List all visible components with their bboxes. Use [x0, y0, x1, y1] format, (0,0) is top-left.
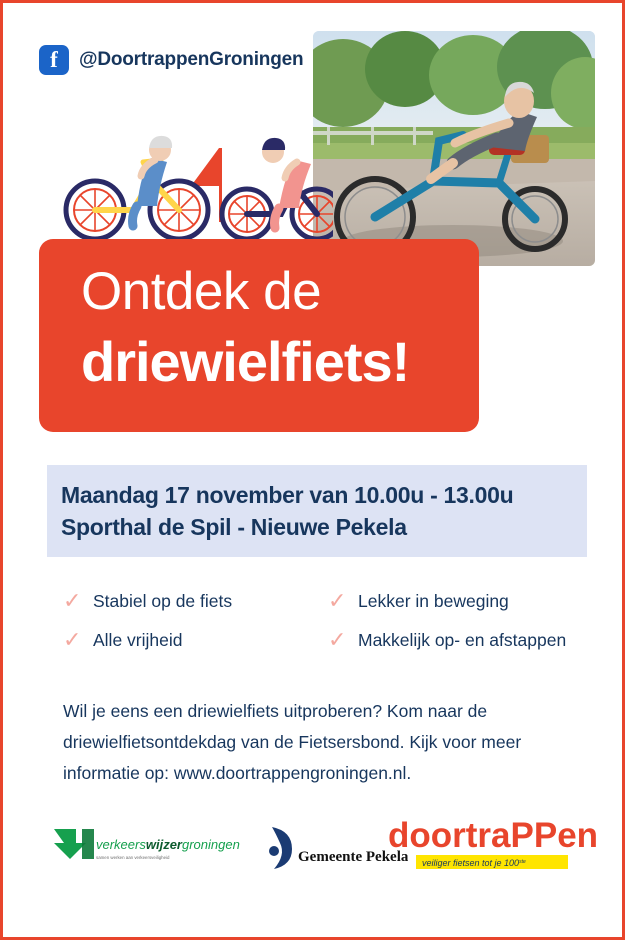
- benefit-label: Makkelijk op- en afstappen: [358, 630, 567, 650]
- benefit-item: [328, 588, 593, 613]
- social-handle-text: @DoortrappenGroningen: [79, 49, 304, 70]
- svg-text:doortraPPen: doortraPPen: [388, 816, 599, 855]
- tricycle-photo: [313, 31, 595, 266]
- social-handle: [39, 45, 303, 75]
- check-icon: ✓: [328, 588, 347, 613]
- event-date: Maandag 17 november van 10.00u - 13.00u: [61, 482, 514, 508]
- headline-line-2: driewielfiets!: [81, 330, 410, 393]
- benefit-label: Alle vrijheid: [93, 630, 183, 650]
- verkeerswijzer-mark: [54, 829, 94, 859]
- check-icon: ✓: [328, 627, 347, 652]
- event-location: Sporthal de Spil - Nieuwe Pekela: [61, 514, 407, 540]
- benefit-item: [63, 588, 328, 613]
- svg-text:samen werken aan verkeersveili: samen werken aan verkeersveiligheid: [96, 855, 170, 860]
- svg-text:Gemeente Pekela: Gemeente Pekela: [298, 849, 408, 865]
- logo-row: [43, 813, 599, 893]
- facebook-icon: f: [39, 45, 69, 75]
- check-icon: ✓: [63, 588, 82, 613]
- cyclists-illustration: [33, 88, 333, 253]
- body-paragraph: Wil je eens een driewielfiets uitproberen? Kom naar de driewielfietsontdekdag van de Fietsersbond. Kijk voor meer informatie op: www.doortrappengroningen.nl.: [63, 701, 522, 783]
- benefits-list: [63, 588, 593, 669]
- doortrappen-logo: [388, 813, 603, 879]
- headline-line-1: Ontdek de: [81, 262, 322, 321]
- benefit-item: [63, 627, 328, 652]
- benefit-label: Lekker in beweging: [358, 591, 509, 611]
- benefit-item: [328, 627, 593, 652]
- verkeerswijzer-groningen-logo: [48, 821, 248, 873]
- benefit-label: Stabiel op de fiets: [93, 591, 233, 611]
- poster-inner: [3, 3, 622, 937]
- headline-block: [39, 239, 479, 432]
- gemeente-pekela-logo: [258, 821, 408, 873]
- event-details-band: [47, 465, 587, 557]
- gemeente-pekela-mark: [269, 827, 292, 869]
- check-icon: ✓: [63, 627, 82, 652]
- svg-text:verkeerswijzergroningen: verkeerswijzergroningen: [96, 837, 240, 852]
- svg-text:veiliger fietsen tot je 100ste: veiliger fietsen tot je 100ste: [422, 858, 526, 868]
